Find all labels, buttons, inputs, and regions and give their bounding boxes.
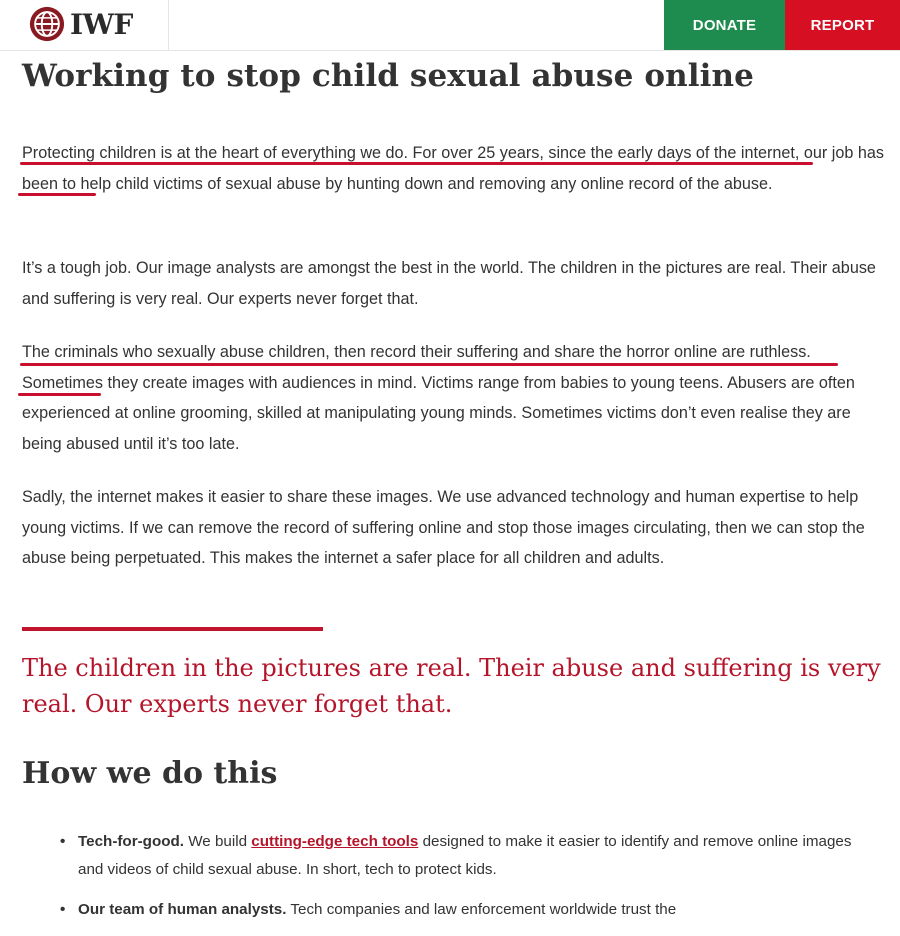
globe-logo-icon bbox=[28, 5, 66, 43]
logo-text: IWF bbox=[70, 7, 133, 41]
donate-button[interactable]: DONATE bbox=[664, 0, 785, 50]
paragraph-criminals: The criminals who sexually abuse children, then record their suffering and share the horror online are ruthless. Sometimes they create images with audiences in mind. Victims range from babies to young teens. Abusers are often experienced at online grooming, skilled at manipulating young minds. Sometimes victims don’t even realise they are being abused until it’s too late. bbox=[22, 343, 855, 453]
how-we-do-this-list bbox=[60, 828, 870, 936]
paragraph-technology: Sadly, the internet makes it easier to share these images. We use advanced technology and human expertise to help young victims. If we can remove the record of suffering online and stop those images circulating, then we can stop the abuse being perpetuated. This makes the internet a safer place for all children and adults. bbox=[22, 488, 865, 567]
header-divider bbox=[168, 0, 169, 50]
quote-accent-rule bbox=[22, 627, 323, 631]
iwf-logo[interactable] bbox=[28, 4, 133, 44]
site-header bbox=[0, 0, 900, 51]
bullet-title: Tech-for-good. bbox=[78, 833, 185, 850]
tech-tools-link[interactable]: cutting-edge tech tools bbox=[251, 833, 419, 850]
report-button[interactable]: REPORT bbox=[785, 0, 900, 50]
paragraph-intro: Protecting children is at the heart of everything we do. For over 25 years, since the early days of the internet, our job has been to help child victims of sexual abuse by hunting down and removing any online record of the abuse. bbox=[22, 144, 885, 193]
pull-quote: The children in the pictures are real. Their abuse and suffering is very real. Our experts never forget that. bbox=[22, 654, 881, 718]
bullet-text: Tech companies and law enforcement worldwide trust the bbox=[286, 901, 677, 918]
page-title: Working to stop child sexual abuse online bbox=[22, 58, 754, 94]
bullet-title: Our team of human analysts. bbox=[78, 901, 287, 918]
section-title: How we do this bbox=[22, 756, 278, 791]
underline-annotation bbox=[18, 393, 101, 396]
bullet-text: designed to make it easier to identify and remove online images and videos of child sexual abuse. In short, tech to protect kids. bbox=[78, 833, 852, 878]
paragraph-tough-job: It’s a tough job. Our image analysts are amongst the best in the world. The children in the pictures are real. Their abuse and suffering is very real. Our experts never forget that. bbox=[22, 259, 876, 308]
list-item bbox=[60, 896, 870, 924]
underline-annotation bbox=[18, 193, 96, 196]
list-item bbox=[60, 828, 870, 884]
underline-annotation bbox=[20, 363, 838, 366]
underline-annotation bbox=[20, 162, 813, 165]
bullet-text: We build bbox=[184, 833, 252, 850]
